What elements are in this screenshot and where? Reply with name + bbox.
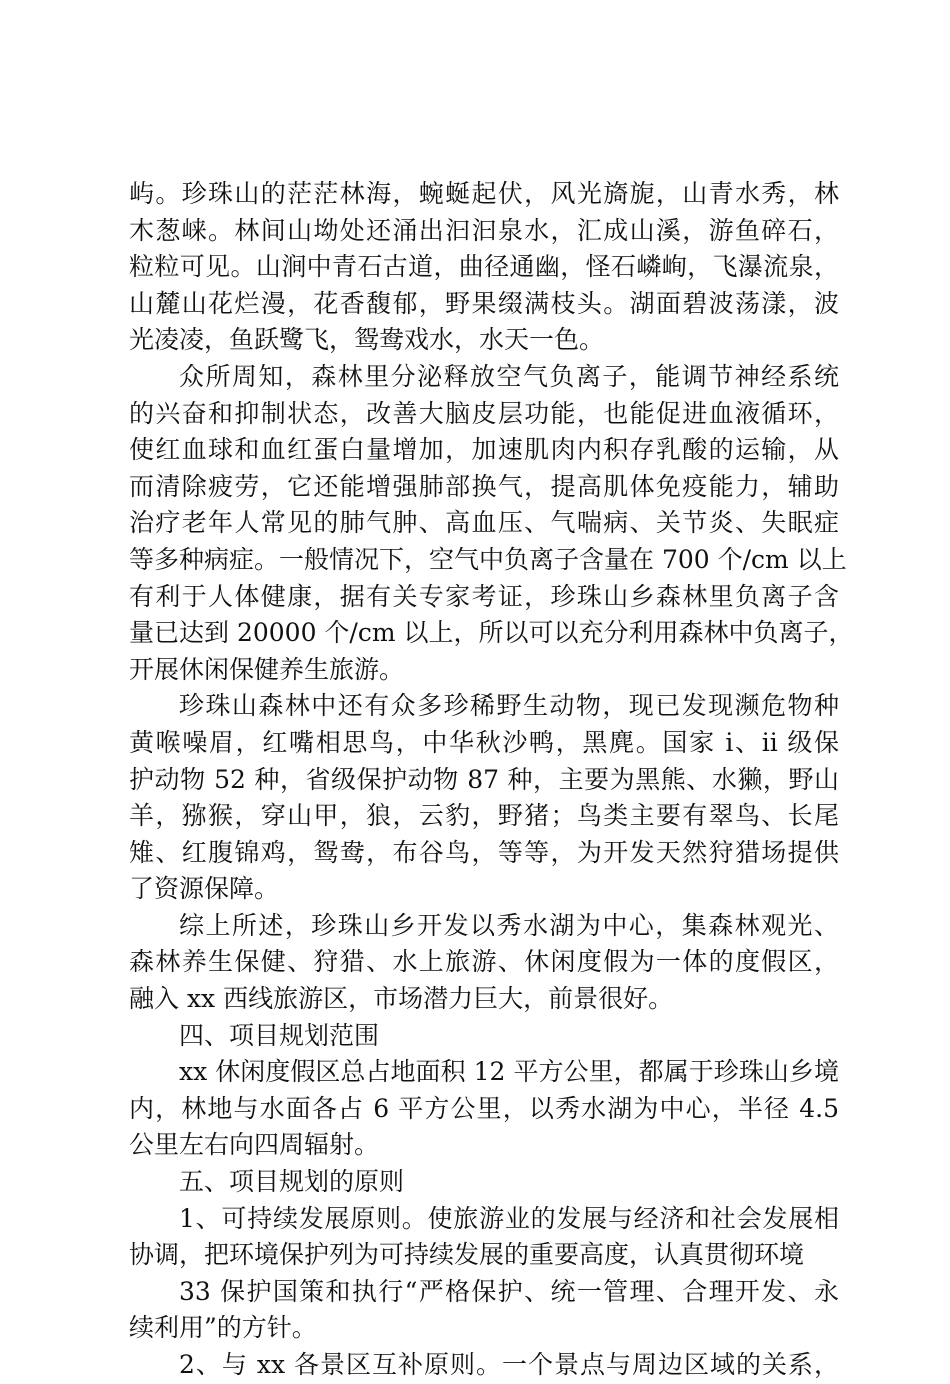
text-line: 开展休闲保健养生旅游。 bbox=[129, 654, 405, 684]
text-line: 续利用”的方针。 bbox=[129, 1313, 317, 1343]
text-line: 的兴奋和抑制状态，改善大脑皮层功能，也能促进血液循环， bbox=[129, 398, 839, 428]
document-body bbox=[129, 176, 854, 1384]
text-line: 治疗老年人常见的肺气肿、高血压、气喘病、关节炎、失眠症 bbox=[129, 508, 839, 538]
text-line: 木葱崃。林间山坳处还涌出汩汩泉水，汇成山溪，游鱼碎石， bbox=[129, 215, 839, 245]
text-line: 2、与 xx 各景区互补原则。一个景点与周边区域的关系， bbox=[179, 1350, 839, 1379]
text-line: 有利于人体健康，据有关专家考证，珍珠山乡森林里负离子含 bbox=[129, 581, 839, 611]
text-line: 粒粒可见。山涧中青石古道，曲径通幽，怪石嶙峋，飞瀑流泉， bbox=[129, 252, 839, 282]
text-line: 1、可持续发展原则。使旅游业的发展与经济和社会发展相 bbox=[179, 1203, 839, 1233]
text-line: 四、项目规划范围 bbox=[179, 1020, 380, 1050]
text-line: 珍珠山森林中还有众多珍稀野生动物，现已发现濒危物种 bbox=[179, 691, 839, 721]
text-line: 众所周知，森林里分泌释放空气负离子，能调节神经系统 bbox=[179, 361, 839, 391]
text-line: 综上所述，珍珠山乡开发以秀水湖为中心，集森林观光、 bbox=[179, 910, 839, 940]
text-line: 光凌凌，鱼跃鹭飞，鸳鸯戏水，水天一色。 bbox=[129, 325, 605, 355]
text-line: 山麓山花烂漫，花香馥郁，野果缀满枝头。湖面碧波荡漾，波 bbox=[129, 288, 839, 318]
text-line: 量已达到 20000 个/cm 以上，所以可以充分利用森林中负离子， bbox=[129, 618, 854, 648]
text-line: 屿。珍珠山的茫茫林海，蜿蜒起伏，风光旖旎，山青水秀，林 bbox=[129, 179, 839, 208]
text-line: 而清除疲劳，它还能增强肺部换气，提高肌体免疫能力，辅助 bbox=[129, 471, 839, 501]
text-line: 公里左右向四周辐射。 bbox=[129, 1130, 380, 1160]
text-line: 五、项目规划的原则 bbox=[179, 1167, 405, 1197]
text-line: 33 保护国策和执行“严格保护、统一管理、合理开发、永 bbox=[179, 1276, 839, 1306]
text-line: xx 休闲度假区总占地面积 12 平方公里，都属于珍珠山乡境 bbox=[179, 1057, 839, 1087]
text-line: 内，林地与水面各占 6 平方公里，以秀水湖为中心，半径 4.5 bbox=[129, 1093, 839, 1123]
text-line: 黄喉噪眉，红嘴相思鸟，中华秋沙鸭，黑麂。国家 i、ii 级保 bbox=[129, 727, 839, 757]
text-line: 等多种病症。一般情况下，空气中负离子含量在 700 个/cm 以上 bbox=[129, 544, 847, 574]
text-line: 羊，猕猴，穿山甲，狼，云豹，野猪；鸟类主要有翠鸟、长尾 bbox=[129, 801, 839, 831]
text-line: 使红血球和血红蛋白量增加，加速肌肉内积存乳酸的运输，从 bbox=[129, 435, 839, 465]
text-line: 了资源保障。 bbox=[129, 874, 280, 904]
text-line: 融入 xx 西线旅游区，市场潜力巨大，前景很好。 bbox=[129, 984, 674, 1014]
text-line: 护动物 52 种，省级保护动物 87 种，主要为黑熊、水獭，野山 bbox=[129, 764, 839, 794]
text-line: 森林养生保健、狩猎、水上旅游、休闲度假为一体的度假区， bbox=[129, 947, 839, 977]
text-line: 雉、红腹锦鸡，鸳鸯，布谷鸟，等等，为开发天然狩猎场提供 bbox=[129, 837, 839, 867]
text-line: 协调，把环境保护列为可持续发展的重要高度，认真贯彻环境 bbox=[129, 1240, 805, 1270]
